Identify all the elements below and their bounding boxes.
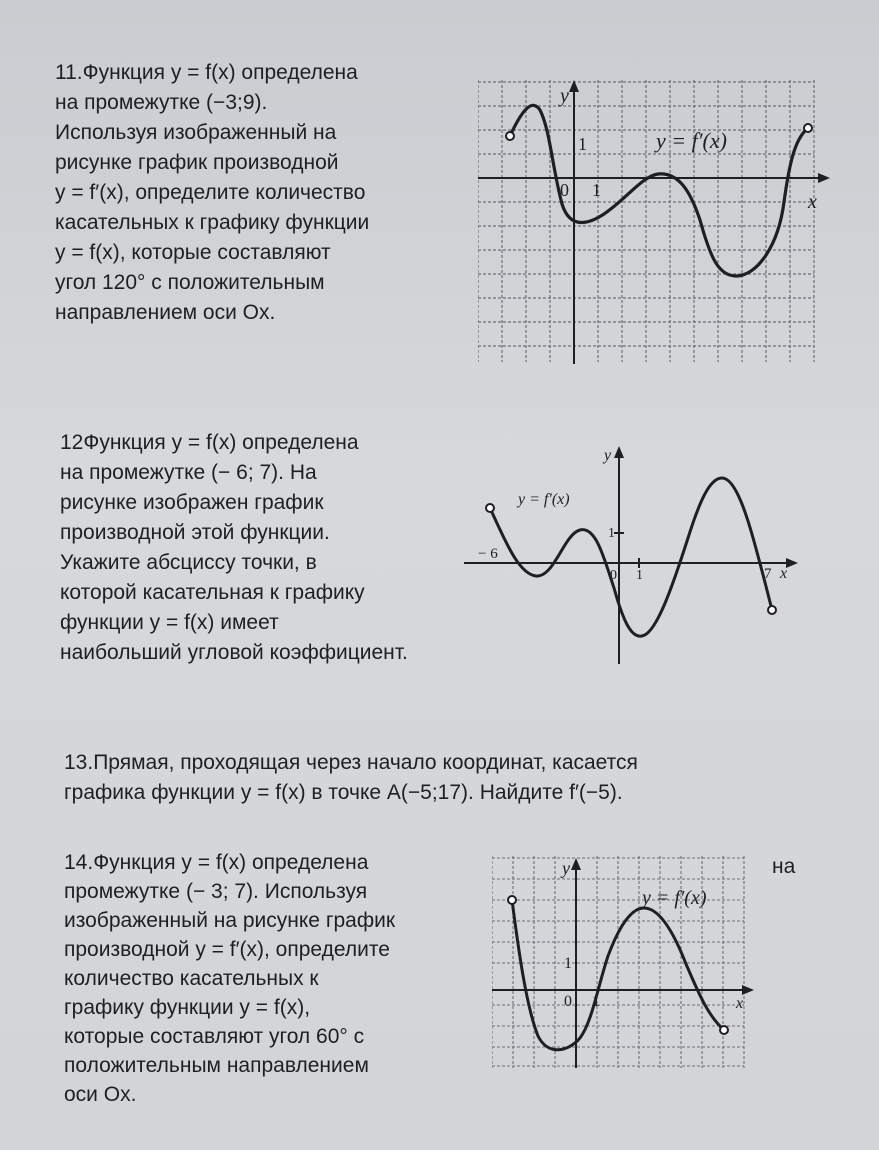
problem-12-line: наибольший угловой коэффициент. [60, 641, 408, 664]
y-tick-label: 1 [578, 134, 587, 154]
problem-14-line: производной y = f′(x), определите [64, 938, 390, 961]
x-axis-label: x [808, 191, 817, 213]
problem-14-line: изображенный на рисунке график [64, 909, 396, 932]
problem-13-text [64, 748, 824, 808]
problem-12-text [60, 428, 480, 668]
problem-11-text [55, 58, 475, 328]
problem-14-side-word: на [772, 855, 796, 878]
open-endpoint [486, 504, 494, 512]
problem-12-line: 12Функция y = f(x) определена [60, 431, 359, 454]
open-endpoint [506, 132, 514, 140]
y-axis-label: y [560, 85, 569, 107]
y-tick-label: 1 [608, 526, 615, 541]
origin-label: 0 [610, 568, 617, 583]
function-label: y = f′(x) [642, 887, 707, 909]
function-label: y = f′(x) [656, 128, 727, 153]
y-tick-label: 1 [564, 955, 572, 972]
problem-14-line: графику функции y = f(x), [64, 996, 311, 1019]
problem-14-line: оси Ox. [64, 1083, 137, 1106]
problem-14-text [64, 848, 484, 1109]
problem-14-line: 14.Функция y = f(x) определена [64, 851, 369, 874]
problem-12-line: рисунке изображен график [60, 491, 324, 514]
problem-14-line: которые составляют угол 60° с [64, 1025, 365, 1048]
origin-label: 0 [564, 993, 572, 1010]
open-endpoint [508, 896, 516, 904]
problem-11-line: Используя изображенный на [55, 121, 337, 144]
open-endpoint [804, 124, 812, 132]
problem-12-line: производной этой функции. [60, 521, 330, 544]
x-axis-label: x [780, 565, 788, 582]
open-endpoint [720, 1026, 728, 1034]
problem-11-line: направлением оси Ox. [55, 301, 276, 324]
left-bound-label: − 6 [478, 546, 498, 562]
x-tick-label: 1 [592, 993, 600, 1010]
problem-11-line: y = f(x), которые составляют [55, 241, 331, 264]
problem-12-line: функции y = f(x) имеет [60, 611, 279, 634]
problem-14-line: количество касательных к [64, 967, 319, 990]
problem-14-graph [492, 856, 758, 1070]
problem-12-graph [464, 438, 804, 668]
problem-12-line: на промежутке (− 6; 7). На [60, 461, 317, 484]
y-axis-label: y [562, 858, 570, 878]
problem-14-line: промежутке (− 3; 7). Используя [64, 880, 368, 903]
problem-11-graph [478, 80, 834, 366]
problem-14-line: положительным направлением [64, 1054, 369, 1077]
problem-11-line: 11.Функция y = f(x) определена [55, 61, 358, 84]
open-endpoint [768, 606, 776, 614]
problem-12-line: Укажите абсциссу точки, в [60, 551, 317, 574]
grid [478, 80, 814, 362]
problem-11-line: угол 120° с положительным [55, 271, 325, 294]
problem-12-line: которой касательная к графику [60, 581, 365, 604]
origin-label: 0 [560, 180, 569, 200]
function-label: y = f′(x) [518, 491, 570, 508]
x-tick-label: 1 [636, 568, 643, 583]
problem-11-line: на промежутке (−3;9). [55, 91, 268, 114]
problem-11-line: y = f′(x), определите количество [55, 181, 366, 204]
problem-13-line: 13.Прямая, проходящая через начало координат, касается [64, 751, 638, 774]
problem-11-line: касательных к графику функции [55, 211, 370, 234]
problem-11-line: рисунке график производной [55, 151, 339, 174]
x-tick-label: 1 [592, 180, 601, 200]
y-axis-label: y [604, 447, 612, 464]
x-axis-label: x [736, 995, 744, 1012]
right-bound-label: 7 [764, 566, 772, 582]
problem-13-line: графика функции y = f(x) в точке A(−5;17). Найдите f′(−5). [64, 781, 623, 804]
